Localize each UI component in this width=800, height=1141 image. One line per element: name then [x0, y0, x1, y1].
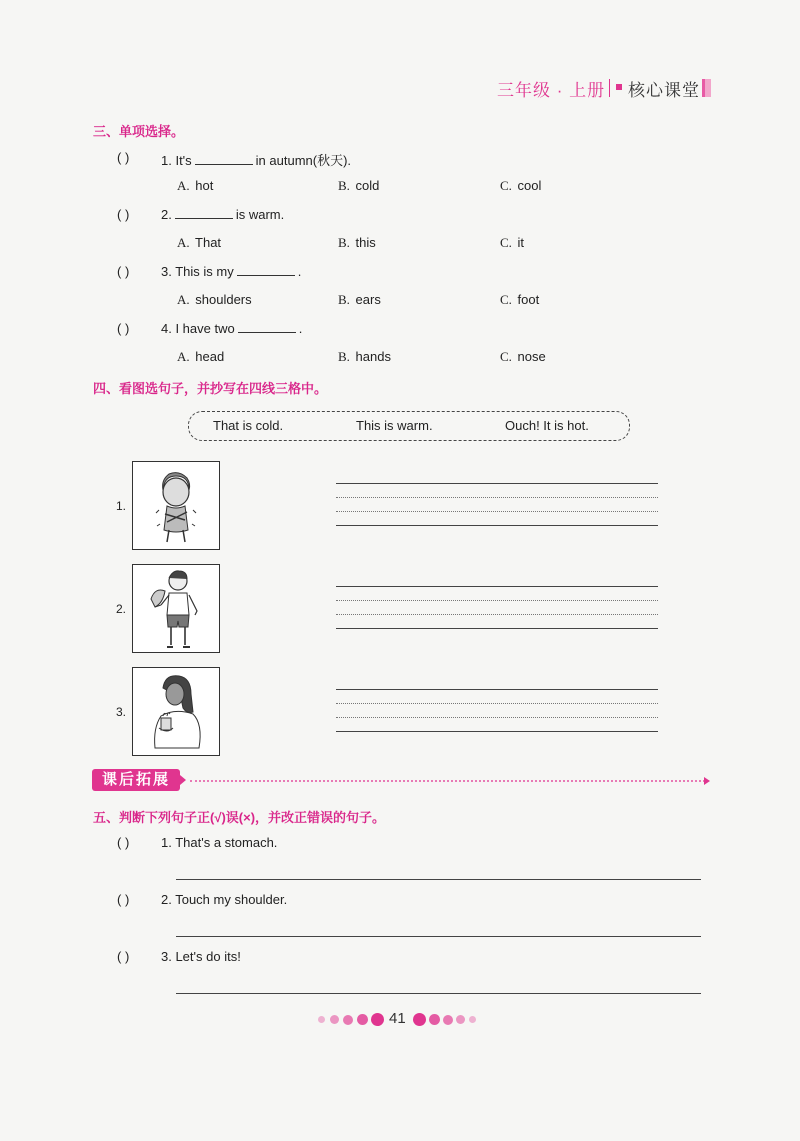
option-c[interactable] — [500, 178, 541, 194]
answer-paren[interactable]: ( ) — [117, 207, 130, 222]
footer-dot — [413, 1013, 426, 1026]
shivering-girl-icon — [133, 462, 219, 549]
footer-dot — [330, 1015, 339, 1024]
writing-line[interactable] — [336, 497, 658, 498]
option-text: this — [355, 235, 376, 250]
fill-blank[interactable] — [195, 153, 253, 165]
fill-blank[interactable] — [238, 321, 296, 333]
woman-holding-cup-icon — [133, 668, 219, 755]
word-option-1: That is cold. — [213, 418, 284, 433]
footer-dot — [456, 1015, 465, 1024]
word-option-3: Ouch! It is hot. — [505, 418, 589, 433]
answer-paren[interactable]: ( ) — [117, 321, 130, 336]
option-a[interactable] — [177, 292, 252, 308]
option-b[interactable] — [338, 292, 381, 308]
option-a[interactable] — [177, 349, 224, 365]
answer-paren[interactable]: ( ) — [117, 892, 130, 907]
footer-dot — [357, 1014, 368, 1025]
writing-line-top[interactable] — [336, 483, 658, 484]
option-letter: C. — [500, 178, 512, 193]
option-letter: B. — [338, 178, 350, 193]
option-b[interactable] — [338, 235, 376, 251]
option-text: cold — [355, 178, 380, 193]
cold-girl-picture — [132, 461, 220, 550]
banner-tip-arrow-icon — [704, 777, 710, 785]
header-core-title: 核心课堂 — [628, 81, 700, 100]
option-a[interactable] — [177, 178, 213, 194]
judge-sentence-2: 2. Touch my shoulder. — [161, 892, 288, 907]
footer-dot — [318, 1016, 325, 1023]
option-letter: B. — [338, 235, 350, 250]
question-4-pre: 4. I have two — [161, 321, 235, 336]
item-number: 3. — [116, 705, 127, 719]
option-letter: C. — [500, 292, 512, 307]
writing-line-top[interactable] — [336, 689, 658, 690]
header-divider — [609, 79, 610, 97]
option-letter: C. — [500, 349, 512, 364]
boy-with-fan-icon — [133, 565, 219, 652]
option-text: foot — [517, 292, 540, 307]
answer-paren[interactable]: ( ) — [117, 264, 130, 279]
section4-title: 四、看图选句子，并抄写在四线三格中。 — [93, 381, 328, 396]
question-3-post: . — [297, 264, 302, 279]
question-4 — [161, 321, 302, 336]
writing-line[interactable] — [336, 600, 658, 601]
question-2 — [161, 207, 284, 222]
option-letter: B. — [338, 349, 350, 364]
judge-sentence-1: 1. That's a stomach. — [161, 835, 278, 850]
option-c[interactable] — [500, 292, 539, 308]
question-2-pre: 2. — [161, 207, 172, 222]
answer-paren[interactable]: ( ) — [117, 835, 130, 850]
option-text: hot — [195, 178, 214, 193]
option-c[interactable] — [500, 349, 546, 365]
header-square-icon — [616, 84, 622, 90]
option-letter: C. — [500, 235, 512, 250]
header-grade: 三年级 · 上册 — [497, 81, 606, 100]
writing-line[interactable] — [336, 717, 658, 718]
option-text: hands — [355, 349, 391, 364]
question-4-post: . — [298, 321, 303, 336]
correction-line[interactable] — [176, 936, 701, 937]
question-1-post: in autumn(秋天). — [255, 153, 352, 168]
extension-banner: 课后拓展 — [92, 769, 180, 791]
writing-line-top[interactable] — [336, 586, 658, 587]
fill-blank[interactable] — [237, 264, 295, 276]
option-text: it — [517, 235, 525, 250]
hot-boy-picture — [132, 564, 220, 653]
option-c[interactable] — [500, 235, 524, 251]
page-number: 41 — [389, 1010, 406, 1027]
hot-drink-woman-picture — [132, 667, 220, 756]
item-number: 1. — [116, 499, 127, 513]
word-option-2: This is warm. — [356, 418, 433, 433]
option-letter: A. — [177, 292, 190, 307]
banner-dotted-line — [190, 780, 705, 782]
correction-line[interactable] — [176, 879, 701, 880]
option-letter: A. — [177, 349, 190, 364]
writing-line-bottom[interactable] — [336, 628, 658, 629]
footer-dot — [443, 1015, 453, 1025]
writing-line[interactable] — [336, 614, 658, 615]
option-letter: A. — [177, 178, 190, 193]
question-3 — [161, 264, 301, 279]
answer-paren[interactable]: ( ) — [117, 150, 130, 165]
option-text: cool — [517, 178, 542, 193]
option-text: nose — [517, 349, 546, 364]
option-text: ears — [355, 292, 381, 307]
option-a[interactable] — [177, 235, 221, 251]
option-b[interactable] — [338, 349, 391, 365]
writing-line-bottom[interactable] — [336, 731, 658, 732]
fill-blank[interactable] — [175, 207, 233, 219]
question-1-pre: 1. It's — [161, 153, 192, 168]
correction-line[interactable] — [176, 993, 701, 994]
option-letter: B. — [338, 292, 350, 307]
footer-dot — [469, 1016, 476, 1023]
section3-title: 三、单项选择。 — [93, 124, 185, 139]
judge-sentence-3: 3. Let's do its! — [161, 949, 241, 964]
footer-dot — [429, 1014, 440, 1025]
option-letter: A. — [177, 235, 190, 250]
banner-arrow-icon — [180, 775, 186, 785]
answer-paren[interactable]: ( ) — [117, 949, 130, 964]
option-text: That — [195, 235, 222, 250]
option-b[interactable] — [338, 178, 379, 194]
writing-line[interactable] — [336, 703, 658, 704]
question-3-pre: 3. This is my — [161, 264, 234, 279]
option-text: shoulders — [195, 292, 252, 307]
footer-dot — [371, 1013, 384, 1026]
writing-line[interactable] — [336, 511, 658, 512]
item-number: 2. — [116, 602, 127, 616]
writing-line-bottom[interactable] — [336, 525, 658, 526]
section5-title: 五、判断下列句子正(√)误(×)，并改正错误的句子。 — [93, 810, 386, 825]
question-1 — [161, 150, 351, 169]
question-2-post: is warm. — [235, 207, 285, 222]
header-end-mark — [702, 79, 711, 97]
footer-dot — [343, 1015, 353, 1025]
option-text: head — [195, 349, 225, 364]
